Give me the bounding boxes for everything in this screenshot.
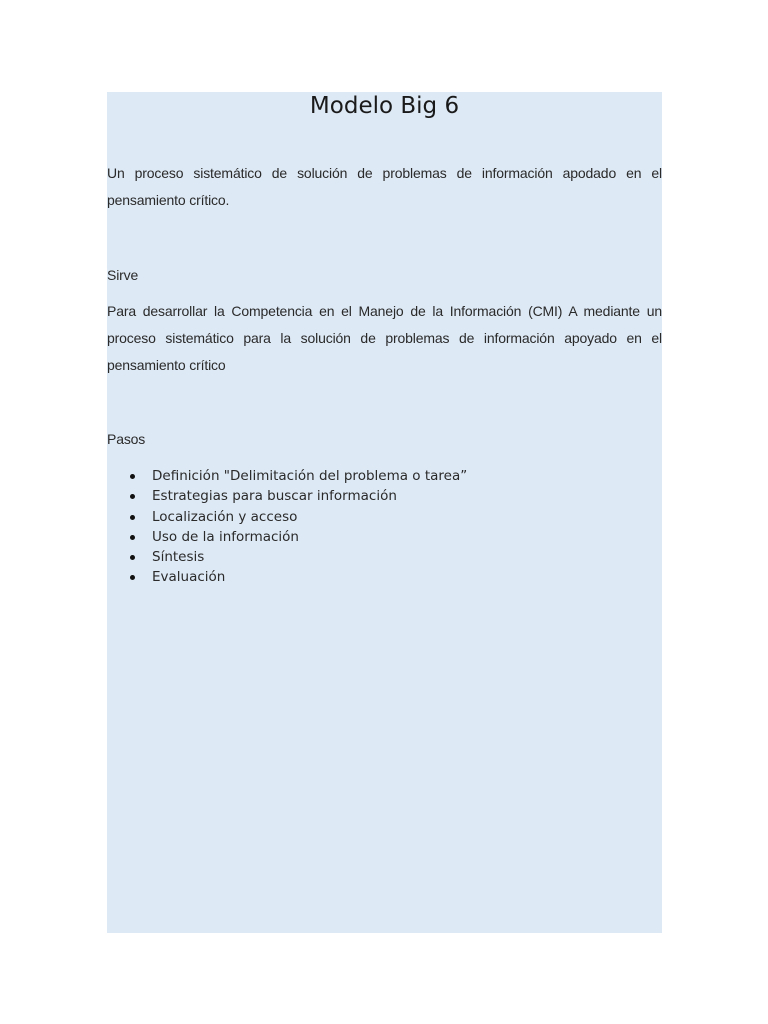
list-item [107,507,467,527]
step-label: Uso de la información [152,528,299,545]
document-title: Modelo Big 6 [309,93,460,119]
bullet-icon [130,535,135,540]
list-item [107,527,467,547]
document-page [107,92,662,933]
bullet-icon [130,575,135,580]
step-label: Síntesis [152,549,205,566]
step-label: Localización y acceso [152,508,298,525]
bullet-icon [130,474,135,479]
list-item [107,567,467,587]
sirve-paragraph: Para desarrollar la Competencia en el Manejo de la Información (CMI) A mediante un proceso sistemático para la solución de problemas de información apoyado en el pensamiento crítico [107,303,662,373]
intro-paragraph: Un proceso sistemático de solución de problemas de información apodado en el pensamiento crítico. [107,165,662,208]
pasos-heading: Pasos [107,431,146,447]
bullet-icon [130,555,135,560]
step-label: Estrategias para buscar información [152,488,397,505]
list-item [107,466,467,486]
bullet-icon [130,494,135,499]
bullet-icon [130,515,135,520]
step-label: Definición "Delimitación del problema o tarea” [152,468,468,484]
list-item [107,547,467,567]
list-item [107,486,467,506]
steps-list [107,466,467,588]
sirve-heading: Sirve [107,267,139,283]
step-label: Evaluación [152,569,226,586]
